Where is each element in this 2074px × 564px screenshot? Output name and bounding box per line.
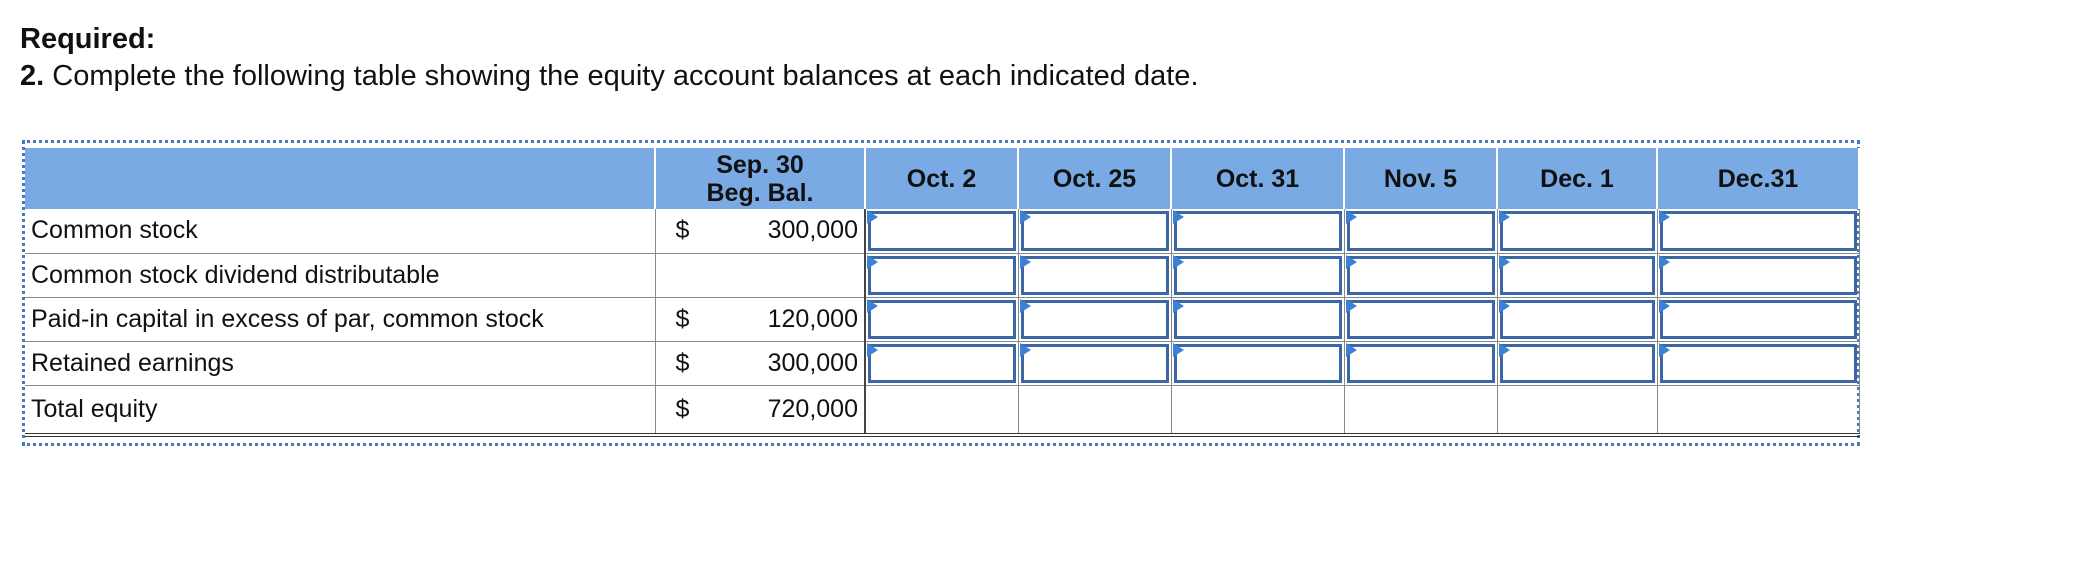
total-cell [1657,385,1859,435]
table-row [25,341,1859,385]
dropdown-marker-icon [867,255,878,269]
dropdown-marker-icon [1173,210,1184,224]
input-cell [1497,297,1657,341]
header-beg-date: Sep. 30 [716,150,804,179]
dropdown-marker-icon [1173,299,1184,313]
dropdown-marker-icon [867,210,878,224]
amount-input[interactable] [1174,256,1342,295]
beginning-balance-cell [655,209,865,253]
amount-input[interactable] [1347,211,1495,251]
row-label-common-stock: Common stock [25,209,655,253]
dropdown-marker-icon [1020,343,1031,357]
dropdown-marker-icon [1499,343,1510,357]
row-label-total-equity: Total equity [25,385,655,435]
input-cell [1497,209,1657,253]
input-cell [1171,209,1344,253]
dropdown-marker-icon [1346,255,1357,269]
amount-input[interactable] [1660,300,1857,339]
total-cell [1171,385,1344,435]
amount-input[interactable] [1347,256,1495,295]
dropdown-marker-icon [1659,255,1670,269]
dropdown-marker-icon [867,299,878,313]
dropdown-marker-icon [1499,255,1510,269]
dropdown-marker-icon [1499,299,1510,313]
header-beg-label: Beg. Bal. [706,178,814,207]
total-cell [1497,385,1657,435]
table-row [25,297,1859,341]
input-cell [865,341,1018,385]
equity-balances-table [25,148,1860,437]
header-date-oct-25: Oct. 25 [1018,148,1171,209]
amount-input[interactable] [1500,344,1655,383]
header-date-dec-1: Dec. 1 [1497,148,1657,209]
amount-input[interactable] [1174,344,1342,383]
input-cell [1657,297,1859,341]
total-row [25,385,1859,435]
input-cell [1344,341,1497,385]
input-cell [865,209,1018,253]
amount-input[interactable] [868,211,1016,251]
input-cell [1657,341,1859,385]
header-account [25,148,655,209]
beginning-balance-cell [655,341,865,385]
input-cell [1497,341,1657,385]
dropdown-marker-icon [1346,299,1357,313]
input-cell [865,253,1018,297]
currency-symbol: $ [675,348,690,377]
input-cell [1344,209,1497,253]
amount-input[interactable] [1347,300,1495,339]
input-cell [1018,253,1171,297]
header-date-nov-5: Nov. 5 [1344,148,1497,209]
amount-input[interactable] [1021,300,1169,339]
input-cell [1018,341,1171,385]
amount-input[interactable] [1347,344,1495,383]
amount-input[interactable] [868,256,1016,295]
amount-value: 120,000 [767,304,858,333]
amount-input[interactable] [1500,300,1655,339]
dropdown-marker-icon [1499,210,1510,224]
row-label-dividend-distributable: Common stock dividend distributable [25,253,655,297]
header-date-oct-2: Oct. 2 [865,148,1018,209]
input-cell [865,297,1018,341]
header-date-dec-31: Dec.31 [1657,148,1859,209]
header-date-oct-31: Oct. 31 [1171,148,1344,209]
header-beginning-balance [655,148,865,209]
currency-symbol: $ [675,216,690,245]
amount-input[interactable] [1500,256,1655,295]
currency-symbol: $ [675,304,690,333]
input-cell [1171,253,1344,297]
input-cell [1344,297,1497,341]
amount-input[interactable] [1660,344,1857,383]
equity-table-container [22,140,1860,446]
input-cell [1171,297,1344,341]
table-row [25,253,1859,297]
dropdown-marker-icon [1173,343,1184,357]
input-cell [1657,253,1859,297]
question-number: 2. [20,60,45,92]
amount-input[interactable] [1660,256,1857,295]
dropdown-marker-icon [1659,210,1670,224]
dropdown-marker-icon [1659,343,1670,357]
row-label-retained-earnings: Retained earnings [25,341,655,385]
dropdown-marker-icon [867,343,878,357]
question-text: Complete the following table showing the equity account balances at each indicated date. [44,60,1199,92]
input-cell [1171,341,1344,385]
dropdown-marker-icon [1020,299,1031,313]
total-cell [1344,385,1497,435]
dropdown-marker-icon [1173,255,1184,269]
total-cell [865,385,1018,435]
input-cell [1657,209,1859,253]
row-label-paid-in-capital: Paid-in capital in excess of par, common stock [25,297,655,341]
input-cell [1018,297,1171,341]
dropdown-marker-icon [1346,343,1357,357]
header-row [25,148,1859,209]
beginning-balance-cell [655,385,865,435]
amount-value: 720,000 [767,394,858,423]
amount-input[interactable] [1021,256,1169,295]
input-cell [1497,253,1657,297]
instruction-text [20,57,1199,95]
dropdown-marker-icon [1659,299,1670,313]
currency-symbol: $ [675,394,690,423]
amount-input[interactable] [1021,211,1169,251]
amount-value: 300,000 [767,348,858,377]
table-row [25,209,1859,253]
amount-input[interactable] [868,300,1016,339]
amount-value: 300,000 [767,216,858,245]
input-cell [1018,209,1171,253]
dropdown-marker-icon [1020,210,1031,224]
input-cell [1344,253,1497,297]
beginning-balance-cell [655,297,865,341]
amount-input[interactable] [1021,344,1169,383]
amount-input[interactable] [868,344,1016,383]
amount-input[interactable] [1660,211,1857,251]
total-cell [1018,385,1171,435]
dropdown-marker-icon [1346,210,1357,224]
amount-input[interactable] [1500,211,1655,251]
amount-input[interactable] [1174,300,1342,339]
dropdown-marker-icon [1020,255,1031,269]
required-heading: Required: [20,23,156,55]
beginning-balance-cell [655,253,865,297]
amount-input[interactable] [1174,211,1342,251]
